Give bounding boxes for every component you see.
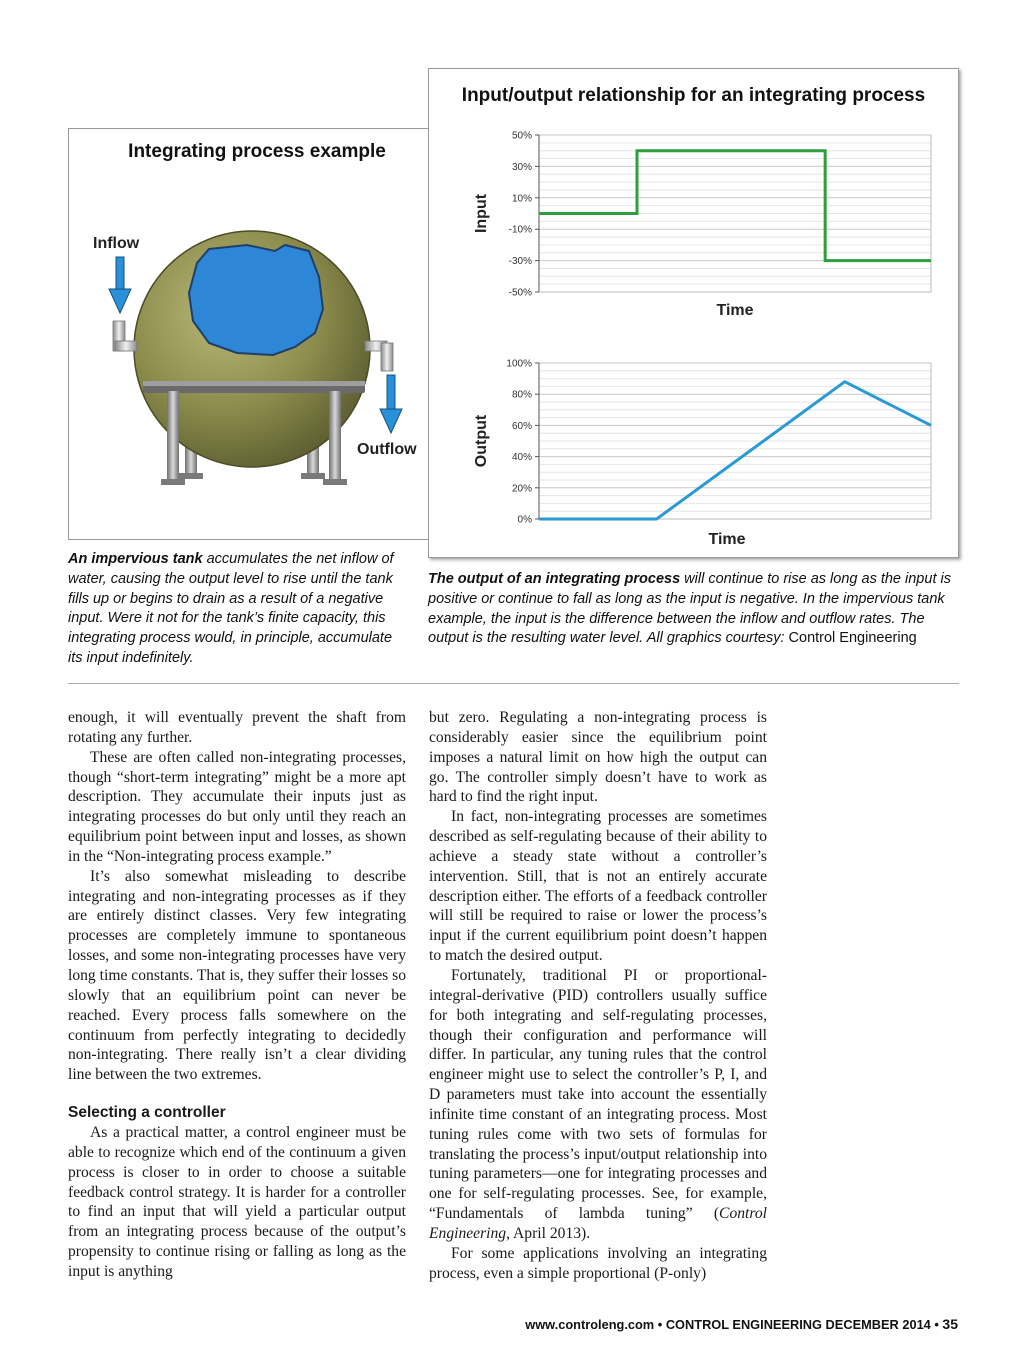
y-tick-label: -10% (508, 224, 532, 236)
paragraph: but zero. Regulating a non-integrating process is considerably easier since the equilibrium point imposes a natural limit on how high the output can go. The controller simply doesn’t have to work as hard to find the right input. (429, 709, 767, 806)
y-axis-label: Input (473, 193, 490, 234)
io-charts (429, 69, 960, 559)
body-column-left (68, 708, 406, 1282)
caption-credit: Control Engineering (784, 630, 917, 647)
y-axis-label: Output (473, 414, 490, 468)
tank-leg-front-left (167, 391, 179, 485)
section-divider (68, 683, 959, 684)
figure-charts-title: Input/output relationship for an integrating process (461, 85, 926, 106)
y-tick-label: 50% (511, 130, 532, 142)
outflow-arrow-icon (380, 375, 402, 433)
y-tick-label: 20% (511, 483, 532, 495)
figure-tank-caption (68, 550, 408, 669)
y-tick-label: 80% (511, 389, 532, 401)
paragraph (429, 966, 767, 1244)
paragraph: It’s also somewhat misleading to describe integrating and non-integrating processes as if they are entirely distinct classes. Very few integrating processes are completely immune to spontaneous losses, and some non-integrating processes have very long time constants. That is, they suffer their losses so slowly that an equilibrium point can never be reached. Every process falls somewhere on the continuum from perfectly integrating to decidedly non-integrating. There really isn’t a clear dividing line between the two extremes. (68, 867, 406, 1084)
footer-magazine: CONTROL ENGINEERING DECEMBER 2014 (665, 1317, 931, 1332)
paragraph: enough, it will eventually prevent the shaft from rotating any further. (68, 709, 406, 746)
paragraph-text: Fortunately, traditional PI or proportional-integral-derivative (PID) controllers usually suffice for both integrating and self-regulating processes, though their configuration and performance will differ. In particular, any tuning rules that the control engineer might use to select the controller’s P, I, and D parameters must take into account the essentially infinite time constant of an integrating process. Most tuning rules come with two sets of formulas for translating the process’s input/output relationship into tuning parameters—one for integrating processes and one for self-regulating processes. See, for example, “Fundamentals of lambda tuning” ( (429, 966, 767, 1223)
caption-lead: An impervious tank (68, 551, 203, 567)
x-axis-label: Time (708, 531, 746, 548)
y-tick-label: -50% (508, 287, 532, 299)
outflow-label: Outflow (357, 441, 417, 458)
footer-bullet: • (657, 1317, 663, 1332)
x-axis-label: Time (716, 302, 754, 319)
page-number: 35 (942, 1316, 958, 1332)
page-footer (525, 1316, 958, 1332)
caption-lead: The output of an integrating process (428, 571, 681, 587)
y-tick-label: 10% (511, 193, 532, 205)
paragraph-text-end: , April 2013). (506, 1224, 591, 1242)
y-tick-label: 100% (506, 358, 532, 370)
publication-title: Control Engineering (429, 1205, 767, 1242)
caption-text: will continue to rise as long as the input is positive or continue to fall as long as the input is negative. In the impervious tank example, the input is the difference between the inflow and outflow rates. The output is the resulting water level. All graphics courtesy: (428, 571, 951, 647)
tank-illustration (69, 129, 447, 541)
footer-url: www.controleng.com (525, 1317, 655, 1332)
y-tick-label: 60% (511, 420, 532, 432)
tank-water (189, 245, 323, 355)
caption-text: accumulates the net inflow of water, causing the output level to rise until the tank fills up or begins to drain as a result of a negative input. Were it not for the tank’s finite capacity, this integrating process would, in principle, accumulate its input indefinitely. (68, 551, 394, 666)
body-column-right (429, 708, 767, 1283)
figure-charts-caption (428, 570, 958, 649)
paragraph: As a practical matter, a control engineer must be able to recognize which end of the continuum a given process is closer to in order to choose a suitable feedback control strategy. It is harder for a controller to find an input that will yield a particular output from an integrating process because of the output’s propensity to continue rising or falling as long as the input is anything (68, 1124, 406, 1280)
paragraph: These are often called non-integrating processes, though “short-term integrating” might be a more apt description. They accumulate their inputs just as integrating processes do but only until they reach an equilibrium point between input and losses, as shown in the “Non-integrating process example.” (68, 748, 406, 865)
y-tick-label: 0% (517, 514, 532, 526)
y-tick-label: 40% (511, 452, 532, 464)
inflow-label: Inflow (93, 235, 140, 252)
figure-charts (428, 68, 959, 558)
figure-tank (68, 128, 446, 540)
y-tick-label: -30% (508, 256, 532, 268)
paragraph: In fact, non-integrating processes are sometimes described as self-regulating because of their ability to achieve a steady state without a controller’s intervention. Still, that is not an entirely accurate description either. The efforts of a feedback controller will still be required to raise or lower the process’s input if the current equilibrium point doesn’t happen to match the desired output. (429, 808, 767, 965)
y-tick-label: 30% (511, 161, 532, 173)
inflow-arrow-icon (109, 257, 131, 313)
tank-leg-front-right (329, 391, 341, 485)
figure-tank-title: Integrating process example (128, 141, 386, 162)
footer-bullet: • (934, 1317, 939, 1332)
section-heading: Selecting a controller (68, 1104, 226, 1122)
paragraph: For some applications involving an integrating process, even a simple proportional (P-only) (429, 1244, 767, 1282)
